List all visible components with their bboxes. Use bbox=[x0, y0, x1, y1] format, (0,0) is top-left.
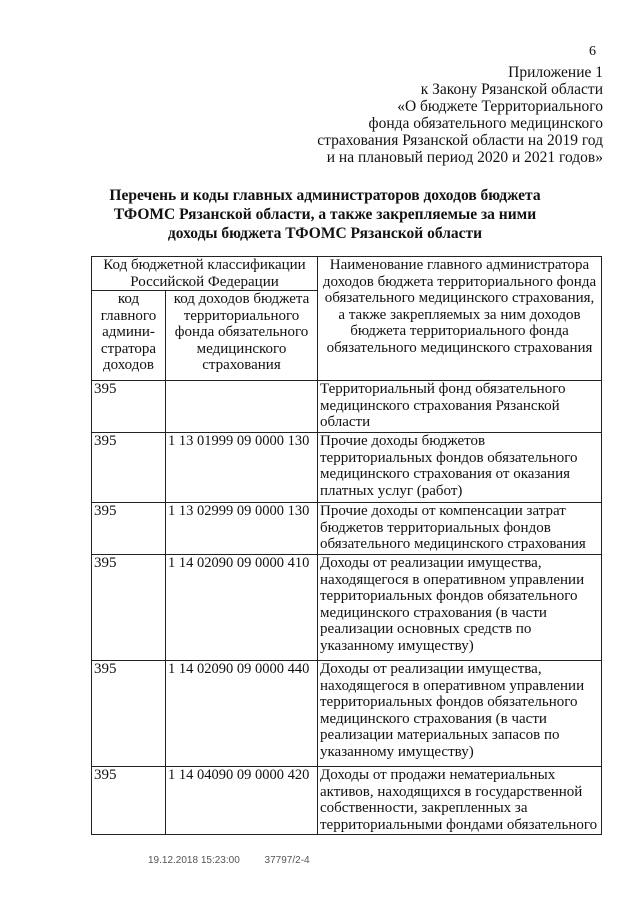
appendix-header bbox=[317, 64, 603, 166]
admin-code-cell: 395 bbox=[92, 433, 166, 503]
appendix-line: фонда обязательного медицинского bbox=[368, 115, 603, 132]
income-code-cell: 1 13 01999 09 0000 130 bbox=[166, 433, 318, 503]
header-income-code: код доходов бюджета территориального фонда обязательного медицинского страхования bbox=[166, 291, 318, 381]
table-row bbox=[92, 661, 602, 767]
table-row bbox=[92, 381, 602, 433]
admin-code-cell: 395 bbox=[92, 381, 166, 433]
table-header-row bbox=[92, 257, 602, 291]
income-name-cell: Доходы от реализации имущества, находящегося в оперативном управлении территориальных фондов обязательного медицинского страхования (в части реализации материальных запасов по указанному имуществу) bbox=[318, 661, 602, 767]
table-row bbox=[92, 767, 602, 835]
admin-code-cell: 395 bbox=[92, 661, 166, 767]
footer-timestamp: 19.12.2018 15:23:00 bbox=[148, 855, 240, 866]
income-code-cell: 1 14 04090 09 0000 420 bbox=[166, 767, 318, 835]
header-budget-classification: Код бюджетной классификации Российской Федерации bbox=[92, 257, 318, 291]
header-admin-code: код главного админи-стратора доходов bbox=[92, 291, 166, 381]
income-name-cell: Территориальный фонд обязательного медицинского страхования Рязанской области bbox=[318, 381, 602, 433]
admin-code-cell: 395 bbox=[92, 555, 166, 661]
income-code-cell bbox=[166, 381, 318, 433]
document-title: Перечень и коды главных администраторов доходов бюджета ТФОМС Рязанской области, а также закрепляемые за ними доходы бюджета ТФОМС Рязанской области bbox=[109, 187, 541, 242]
income-name-cell: Доходы от реализации имущества, находящегося в оперативном управлении территориальных фондов обязательного медицинского страхования (в части реализации основных средств по указанному имуществу) bbox=[318, 555, 602, 661]
income-code-cell: 1 14 02090 09 0000 440 bbox=[166, 661, 318, 767]
appendix-line: страхования Рязанской области на 2019 год bbox=[317, 132, 603, 149]
footer-stamp bbox=[148, 855, 310, 866]
income-code-cell: 1 14 02090 09 0000 410 bbox=[166, 555, 318, 661]
income-code-cell: 1 13 02999 09 0000 130 bbox=[166, 503, 318, 555]
admin-code-cell: 395 bbox=[92, 503, 166, 555]
footer-doc-id: 37797/2-4 bbox=[264, 855, 310, 866]
appendix-line: и на плановый период 2020 и 2021 годов» bbox=[326, 149, 603, 166]
appendix-line: к Закону Рязанской области bbox=[420, 81, 603, 98]
admin-code-cell: 395 bbox=[92, 767, 166, 835]
income-name-cell: Доходы от продажи нематериальных активов, находящихся в государственной собственности, закрепленных за территориальными фондами обязательного bbox=[318, 767, 602, 835]
income-codes-table bbox=[91, 256, 602, 835]
appendix-line: Приложение 1 bbox=[508, 64, 603, 81]
income-name-cell: Прочие доходы бюджетов территориальных фондов обязательного медицинского страхования от оказания платных услуг (работ) bbox=[318, 433, 602, 503]
header-administrator-name: Наименование главного администратора доходов бюджета территориального фонда обязательного медицинского страхования, а также закрепляемых за ним доходов бюджета территориального фонда обязательного медицинского страхования bbox=[318, 257, 602, 381]
table-row bbox=[92, 433, 602, 503]
table-row bbox=[92, 555, 602, 661]
page-number: 6 bbox=[589, 44, 596, 59]
table-row bbox=[92, 503, 602, 555]
income-name-cell: Прочие доходы от компенсации затрат бюджетов территориальных фондов обязательного медицинского страхования bbox=[318, 503, 602, 555]
appendix-line: «О бюджете Территориального bbox=[397, 98, 603, 115]
